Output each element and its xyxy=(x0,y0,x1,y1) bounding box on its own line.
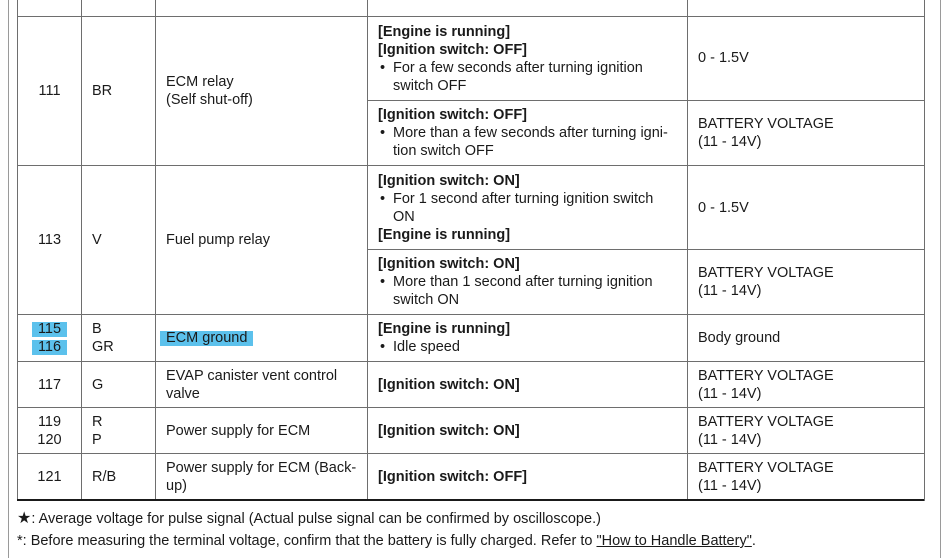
wire-color: R P xyxy=(82,408,156,454)
terminal-no: 119 120 xyxy=(18,408,82,454)
condition: [Ignition switch: ON] xyxy=(368,408,688,454)
condition: [Ignition switch: OFF] xyxy=(368,454,688,501)
wire-color: BR xyxy=(82,17,156,166)
data-value: 0 - 1.5V xyxy=(688,17,925,101)
data-value: BATTERY VOLTAGE (11 - 14V) xyxy=(688,250,925,315)
item: Fuel pump relay xyxy=(156,166,368,315)
terminal-no xyxy=(18,315,82,362)
table-row xyxy=(18,454,925,501)
data-value: BATTERY VOLTAGE (11 - 14V) xyxy=(688,362,925,408)
terminal-no: 117 xyxy=(18,362,82,408)
table-row xyxy=(18,166,925,250)
wire-color: R/B xyxy=(82,454,156,501)
item: Power supply for ECM xyxy=(156,408,368,454)
wire-color: G xyxy=(82,362,156,408)
data-value: BATTERY VOLTAGE (11 - 14V) xyxy=(688,101,925,166)
condition: [Ignition switch: ON] xyxy=(368,362,688,408)
terminal-table xyxy=(17,0,925,501)
condition: [Engine is running] [Ignition switch: OFF] • For a few seconds after turning ignition switch OFF xyxy=(368,17,688,101)
highlight-mark: ECM ground xyxy=(166,330,248,346)
page-left-border xyxy=(8,0,9,558)
table-row xyxy=(18,17,925,101)
table-row xyxy=(18,0,925,17)
condition: [Ignition switch: ON] • More than 1 second after turning ignition switch ON xyxy=(368,250,688,315)
highlight-mark: 116 xyxy=(37,339,62,355)
terminal-no: 111 xyxy=(18,17,82,166)
star-icon: ★ xyxy=(17,510,32,527)
data-value xyxy=(688,0,925,17)
data-value: BATTERY VOLTAGE (11 - 14V) xyxy=(688,408,925,454)
table-bottom-rule xyxy=(17,499,924,501)
data-value: 0 - 1.5V xyxy=(688,166,925,250)
battery-handling-link[interactable]: "How to Handle Battery" xyxy=(596,533,752,549)
item: Power supply for ECM (Back- up) xyxy=(156,454,368,501)
terminal-no: 121 xyxy=(18,454,82,501)
notes xyxy=(17,508,756,552)
table-row xyxy=(18,408,925,454)
terminal-no: 113 xyxy=(18,166,82,315)
item xyxy=(156,315,368,362)
page-right-border xyxy=(940,0,941,558)
table-row xyxy=(18,362,925,408)
note-asterisk: *: Before measuring the terminal voltage, confirm that the battery is fully charged. Refer to "How to Handle Battery". xyxy=(17,533,756,549)
note-star: ★: Average voltage for pulse signal (Actual pulse signal can be confirmed by oscilloscope.) xyxy=(17,510,601,527)
data-value: Body ground xyxy=(688,315,925,362)
condition: [Ignition switch: ON] • For 1 second after turning ignition switch ON [Engine is running] xyxy=(368,166,688,250)
table-row xyxy=(18,315,925,362)
wire-color: V xyxy=(82,166,156,315)
wire-color: B GR xyxy=(82,315,156,362)
item: ECM relay (Self shut-off) xyxy=(156,17,368,166)
data-value: BATTERY VOLTAGE (11 - 14V) xyxy=(688,454,925,501)
highlight-mark: 115 xyxy=(37,321,62,337)
condition: [Engine is running] • Idle speed xyxy=(368,315,688,362)
condition: [Ignition switch: OFF] • More than a few seconds after turning igni- tion switch OFF xyxy=(368,101,688,166)
item: EVAP canister vent control valve xyxy=(156,362,368,408)
